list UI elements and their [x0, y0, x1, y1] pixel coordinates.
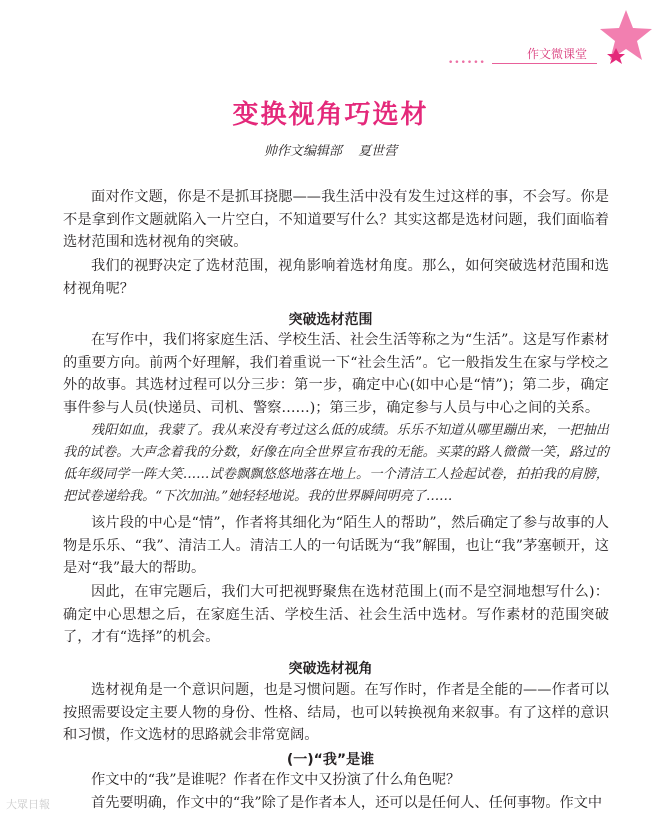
- paragraph-example: 残阳如血，我蒙了。我从来没有考过这么低的成绩。乐乐不知道从哪里蹦出来，一把抽出我的试卷。大声念着我的分数，好像在向全世界宣布我的无能。买菜的路人微微一笑，路过的低年级同学一阵大笑……试卷飘飘悠悠地落在地上。一个清洁工人捡起试卷，拍拍我的肩膀，把试卷递给我。“下次加油。”她轻轻地说。我的世界瞬间明亮了……: [63, 423, 609, 504]
- paragraph-who: 作文中的“我”是谁呢？作者在作文中又扮演了什么角色呢？: [91, 772, 461, 788]
- subheading-who-am-i: (一)“我”是谁: [286, 752, 375, 768]
- paragraph-first: 首先要明确，作文中的“我”除了是作者本人，还可以是任何人、任何事物。作文中: [91, 795, 603, 811]
- page-header: [0, 0, 661, 70]
- byline-author: 夏世营: [358, 144, 398, 159]
- header-dots: ••••••: [448, 58, 486, 68]
- paragraph-analysis: 该片段的中心是“情”，作者将其细化为“陌生人的帮助”，然后确定了参与故事的人物是乐乐、“我”、清洁工人。清洁工人的一句话既为“我”解围，也让“我”茅塞顿开，这是对“我”最大的帮助。: [63, 515, 609, 576]
- section-name: 作文微课堂: [527, 47, 588, 61]
- paragraph-conclusion: 因此，在审完题后，我们大可把视野聚焦在选材范围上(而不是空洞地想写什么)：确定中心思想之后，在家庭生活、学校生活、社会生活中选材。写作素材的范围突破了，才有“选择”的机会。: [63, 584, 609, 645]
- byline: [0, 140, 661, 159]
- byline-org: 帅作文编辑部: [263, 144, 342, 159]
- paragraph-scope: 在写作中，我们将家庭生活、学校生活、社会生活等称之为“生活”。这是写作素材的重要方向。前两个好理解，我们着重说一下“社会生活”。它一般指发生在家与学校之外的故事。其选材过程可以分三步：第一步，确定中心(如中心是“情”)；第二步，确定事件参与人员(快递员、司机、警察……)；第三步，确定参与人员与中心之间的关系。: [63, 332, 609, 416]
- header-rule: [492, 63, 597, 64]
- article-title: 变换视角巧选材: [232, 100, 429, 130]
- paragraph-question: 我们的视野决定了选材范围，视角影响着选材角度。那么，如何突破选材范围和选材视角呢？: [63, 258, 609, 297]
- watermark: 大眾日報: [6, 798, 50, 811]
- paragraph-intro: 面对作文题，你是不是抓耳挠腮——我生活中没有发生过这样的事，不会写。你是不是拿到作文题就陷入一片空白，不知道要写什么？其实这都是选材问题，我们面临着选材范围和选材视角的突破。: [63, 189, 609, 250]
- paragraph-perspective: 选材视角是一个意识问题，也是习惯问题。在写作时，作者是全能的——作者可以按照需要设定主要人物的身份、性格、结局，也可以转换视角来叙事。有了这样的意识和习惯，作文选材的思路就会非常宽阔。: [63, 682, 609, 743]
- pink-star-icon: [598, 8, 654, 64]
- heading-scope: 突破选材范围: [288, 312, 373, 328]
- heading-perspective: 突破选材视角: [288, 661, 373, 677]
